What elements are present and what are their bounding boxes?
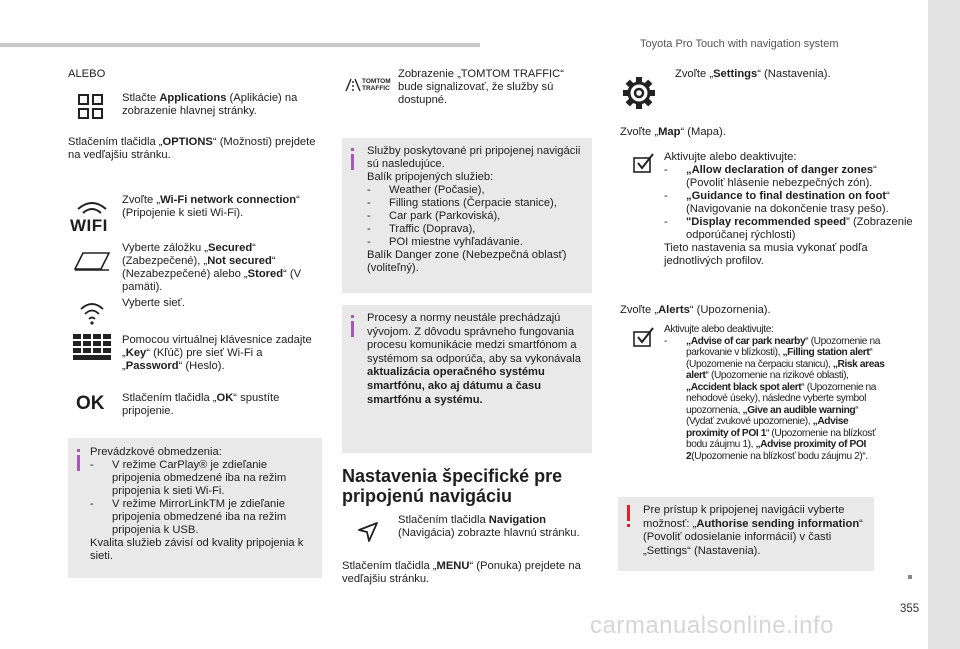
applications-grid-icon — [78, 94, 104, 120]
step-navigation: Stlačením tlačidla Navigation (Navigácia) zobrazte hlavnú stránku. — [398, 514, 580, 539]
alerts-options-intro: Aktivujte alebo deaktivujte: — [664, 324, 774, 335]
checkbox-icon — [633, 153, 655, 173]
limitation-carplay: - V režime CarPlay® je zdieľanie pripojenia obmedzené iba na režim pripojenia k sieti Wi-Fi. — [90, 459, 287, 497]
service-item: - Weather (Počasie), — [367, 184, 485, 196]
warning-text: Pre prístup k pripojenej navigácii vyberte možnosť: „Authorise sending information“ (Povoliť odosielanie informácií) v časti „Settings“ (Nastavenia). — [643, 504, 863, 557]
map-option-danger-zones: - „Allow declaration of danger zones“ (Povoliť hlásenie nebezpečných zón). — [664, 164, 877, 189]
step-settings: Zvoľte „Settings“ (Nastavenia). — [675, 68, 831, 80]
map-option-recommended-speed: - "Display recommended speed” (Zobrazenie odporúčanej rýchlosti) — [664, 216, 913, 241]
running-title: Toyota Pro Touch with navigation system — [640, 38, 839, 50]
limitations-title: Prevádzkové obmedzenia: — [90, 446, 222, 458]
service-item: - Car park (Parkoviská), — [367, 210, 501, 222]
tab-selector-icon — [74, 251, 110, 271]
map-options-intro: Aktivujte alebo deaktivujte: — [664, 151, 797, 163]
watermark: carmanualsonline.info — [590, 612, 834, 639]
step-ok: Stlačením tlačidla „OK“ spustíte pripojenie. — [122, 392, 280, 417]
step-select-network: Vyberte sieť. — [122, 297, 185, 309]
procedures-text: Procesy a normy neustále prechádzajú vývojom. Z dôvodu správneho fungovania procesu komunikácie medzi smartfónom a systémom sa odporúča, aby sa vykonávala aktualizácia operačného systému smartfónu, ako aj dátumu a času smartfónu a systému. — [367, 312, 581, 406]
traffic-icon — [345, 78, 361, 92]
step-wifi-connection: Zvoľte „Wi-Fi network connection“ (Pripojenie k sieti Wi-Fi). — [122, 194, 300, 219]
services-pack-title: Balík pripojených služieb: — [367, 171, 494, 183]
page-edge-strip — [928, 0, 960, 649]
alebo-label: ALEBO — [68, 68, 106, 80]
alerts-option-list: - „Advise of car park nearby“ (Upozornenie na parkovanie v blízkosti), „Filling station alert“ (Upozornenie na čerpaciu stanicu), „Risk areas alert“ (Upozornenie na rizikové oblasti), „Accident black spot alert“ (Upozornenie na nehodové úseky), následne vyberte symbol upozornenia, „Give an audible warning“ (Vydať zvukové upozornenie), „Advise proximity of POI 1“ (Upozornenie na blízkosť bodu záujmu 1), „Advise proximity of POI 2(Upozornenie na blízkosť bodu záujmu 2)“. — [664, 335, 885, 462]
checkbox-icon — [633, 327, 655, 347]
service-item: - Filling stations (Čerpacie stanice), — [367, 197, 557, 209]
menu-instruction: Stlačením tlačidla „MENU“ (Ponuka) prejdete na vedľajšiu stránku. — [342, 560, 581, 585]
info-icon — [351, 321, 354, 337]
service-item: - POI miestne vyhľadávanie. — [367, 236, 523, 248]
limitation-mirrorlink: - V režime MirrorLinkTM je zdieľanie pripojenia obmedzené iba na režim pripojenia k USB. — [90, 498, 287, 536]
header-rule — [0, 43, 480, 47]
settings-gear-icon — [622, 76, 656, 110]
alerts-instruction: Zvoľte „Alerts“ (Upozornenia). — [620, 304, 771, 316]
limitations-text — [90, 446, 318, 563]
map-option-guidance-on-foot: - „Guidance to final destination on foot“ (Navigovanie na dokončenie trasy pešo). — [664, 190, 890, 215]
step-enter-key: Pomocou virtuálnej klávesnice zadajte „Key“ (Kľúč) pre sieť Wi-Fi a „Password“ (Heslo). — [122, 334, 312, 372]
warning-icon — [627, 505, 630, 521]
wifi-icon — [76, 200, 108, 216]
options-instruction: Stlačením tlačidla „OPTIONS“ (Možnosti) prejdete na vedľajšiu stránku. — [68, 136, 316, 161]
ok-icon-label: OK — [76, 393, 105, 414]
section-heading: Nastavenia špecifické pre pripojenú navigáciu — [342, 466, 563, 506]
page-number: 355 — [900, 603, 920, 615]
keyboard-icon — [73, 334, 111, 360]
services-intro: Služby poskytované pri pripojenej navigácii sú nasledujúce. — [367, 145, 581, 170]
navigation-arrow-icon — [356, 520, 380, 544]
info-icon — [351, 154, 354, 170]
tomtom-traffic-text: Zobrazenie „TOMTOM TRAFFIC“ bude signalizovať, že služby sú dostupné. — [398, 68, 564, 106]
map-options-note: Tieto nastavenia sa musia vykonať podľa jednotlivých profilov. — [664, 242, 868, 267]
wifi-signal-icon — [80, 301, 104, 325]
alerts-options — [664, 324, 886, 462]
limitations-footer: Kvalita služieb závisí od kvality pripojenia k sieti. — [90, 537, 304, 562]
services-danger-zone: Balík Danger zone (Nebezpečná oblasť) (voliteľný). — [367, 249, 567, 274]
services-text — [367, 145, 589, 275]
map-options — [664, 151, 914, 268]
step-select-tab: Vyberte záložku „Secured“ (Zabezpečené), „Not secured“ (Nezabezpečené) alebo „Stored“ (V pamäti). — [122, 242, 302, 293]
info-icon — [77, 455, 80, 471]
map-instruction: Zvoľte „Map“ (Mapa). — [620, 126, 726, 138]
tomtom-traffic-logo: TOMTOM TRAFFIC — [362, 78, 391, 92]
page-dot — [908, 575, 912, 579]
wifi-icon-label: WIFI — [70, 216, 108, 235]
service-item: - Traffic (Doprava), — [367, 223, 476, 235]
step-applications: Stlačte Applications (Aplikácie) na zobrazenie hlavnej stránky. — [122, 92, 298, 117]
